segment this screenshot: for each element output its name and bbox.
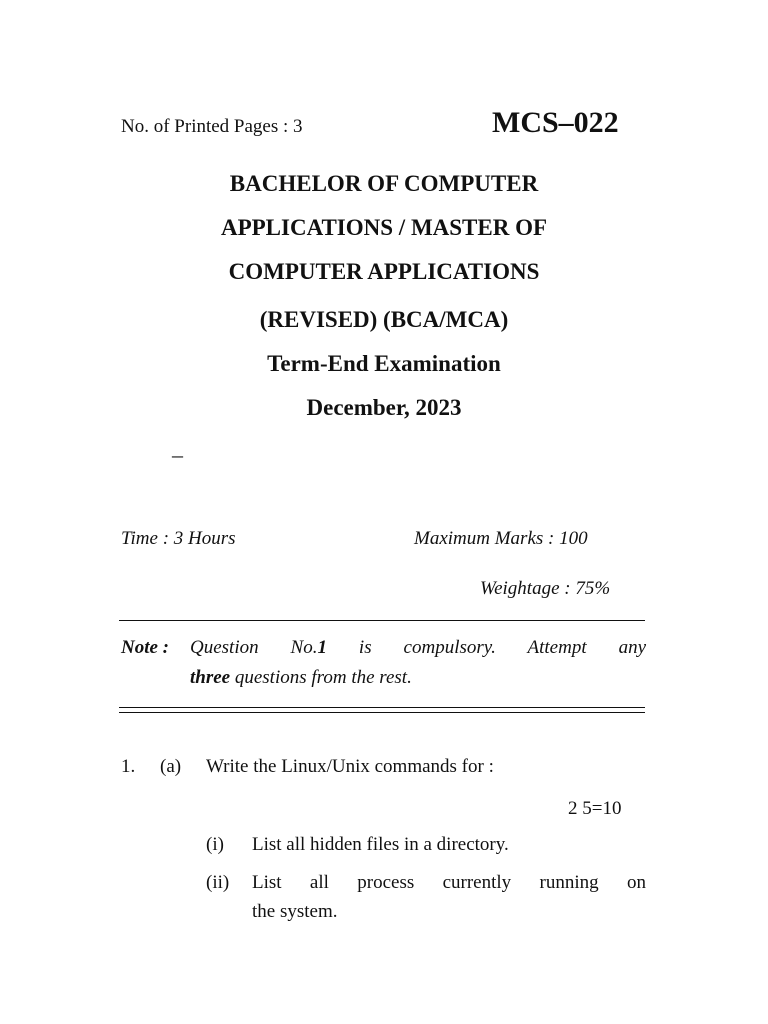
title-line-3: COMPUTER APPLICATIONS: [228, 259, 540, 284]
weightage: Weightage : 75%: [480, 578, 611, 599]
double-rule-bottom: [119, 712, 645, 713]
item-number: (i): [206, 834, 224, 855]
note-text-a: Question No.: [190, 637, 318, 658]
note-label: Note :: [121, 637, 170, 658]
exam-name: Term-End Examination: [267, 351, 501, 376]
time-allowed: Time : 3 Hours: [121, 528, 236, 549]
divider-rule: [119, 620, 645, 621]
note-three: three: [190, 667, 231, 688]
printed-pages: No. of Printed Pages : 3: [121, 116, 303, 137]
exam-date: December, 2023: [306, 395, 462, 420]
note-text-b: is compulsory. Attempt any: [326, 637, 646, 658]
double-rule-top: [119, 707, 645, 708]
dash-mark: –: [172, 442, 183, 467]
note-question-number: 1: [317, 637, 327, 658]
item-text-line-1: List all process currently running on: [252, 872, 646, 893]
note-text-c: questions from the rest.: [230, 667, 412, 688]
question-part: (a): [160, 756, 182, 777]
title-line-1: BACHELOR OF COMPUTER: [229, 171, 539, 196]
item-text-line-2: the system.: [252, 901, 338, 922]
title-line-2: APPLICATIONS / MASTER OF: [220, 215, 548, 240]
course-code: MCS–022: [492, 106, 619, 139]
question-text: Write the Linux/Unix commands for :: [206, 756, 494, 777]
note-line-1: [190, 637, 646, 659]
title-line-4: (REVISED) (BCA/MCA): [259, 307, 509, 332]
item-text: List all hidden files in a directory.: [252, 834, 509, 855]
maximum-marks: Maximum Marks : 100: [414, 528, 588, 549]
question-marks: 2 5=10: [568, 798, 622, 819]
item-number: (ii): [206, 872, 230, 893]
note-line-2: [190, 667, 412, 689]
question-number: 1.: [121, 756, 136, 777]
